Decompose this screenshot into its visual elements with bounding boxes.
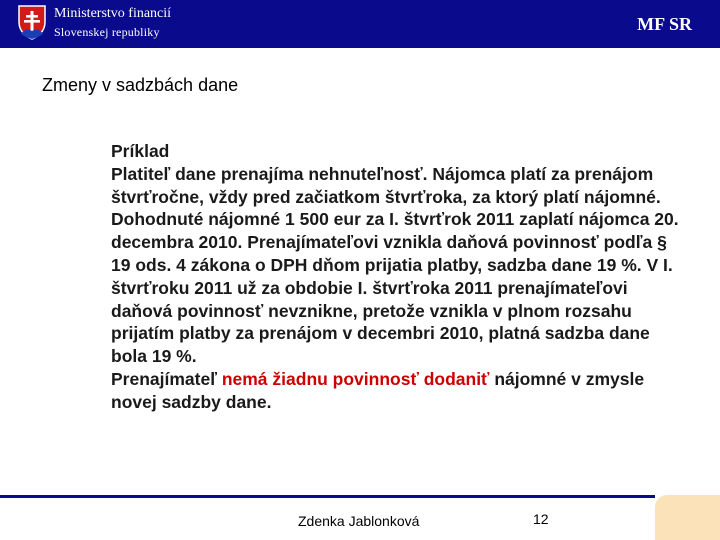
- footer-author: Zdenka Jablonková: [298, 513, 420, 529]
- conclusion-paragraph: [111, 368, 686, 414]
- example-heading: Príklad: [111, 141, 170, 161]
- header-bar: [0, 0, 720, 48]
- footer-corner-decoration: [655, 495, 720, 540]
- slide-body: [111, 140, 686, 414]
- example-paragraph: Platiteľ dane prenajíma nehnuteľnosť. Nájomca platí za prenájom štvrťročne, vždy pred začiatkom štvrťroka, za ktorý platí nájomné. Dohodnuté nájomné 1 500 eur za I. štvrťrok 2011 zaplatí nájomca 20. decembra 2010. Prenajímateľovi vznikla daňová povinnosť podľa § 19 ods. 4 zákona o DPH dňom prijatia platby, sadzba dane 19 %. V I. štvrťroku 2011 už za obdobie I. štvrťroka 2011 prenajímateľovi daňová povinnosť nevznikne, pretože vznikla v plnom rozsahu prijatím platby za prenájom v decembri 2010, platná sadzba dane bola 19 %.: [111, 163, 679, 367]
- conclusion-end: nájomné v zmysle novej sadzby dane.: [111, 368, 645, 412]
- ministry-name-line1: Ministerstvo financií: [54, 6, 172, 21]
- slide-title: Zmeny v sadzbách dane: [42, 75, 239, 95]
- footer-divider: [0, 495, 655, 498]
- conclusion-start: Prenajímateľ: [111, 368, 222, 389]
- page-number: 12: [533, 511, 549, 527]
- ministry-name-line2: Slovenskej republiky: [54, 25, 160, 39]
- slovak-coat-of-arms-icon: [17, 4, 47, 40]
- mf-sr-logo-text: MF SR: [637, 14, 692, 34]
- highlighted-phrase: nemá žiadnu povinnosť dodaniť: [221, 368, 490, 389]
